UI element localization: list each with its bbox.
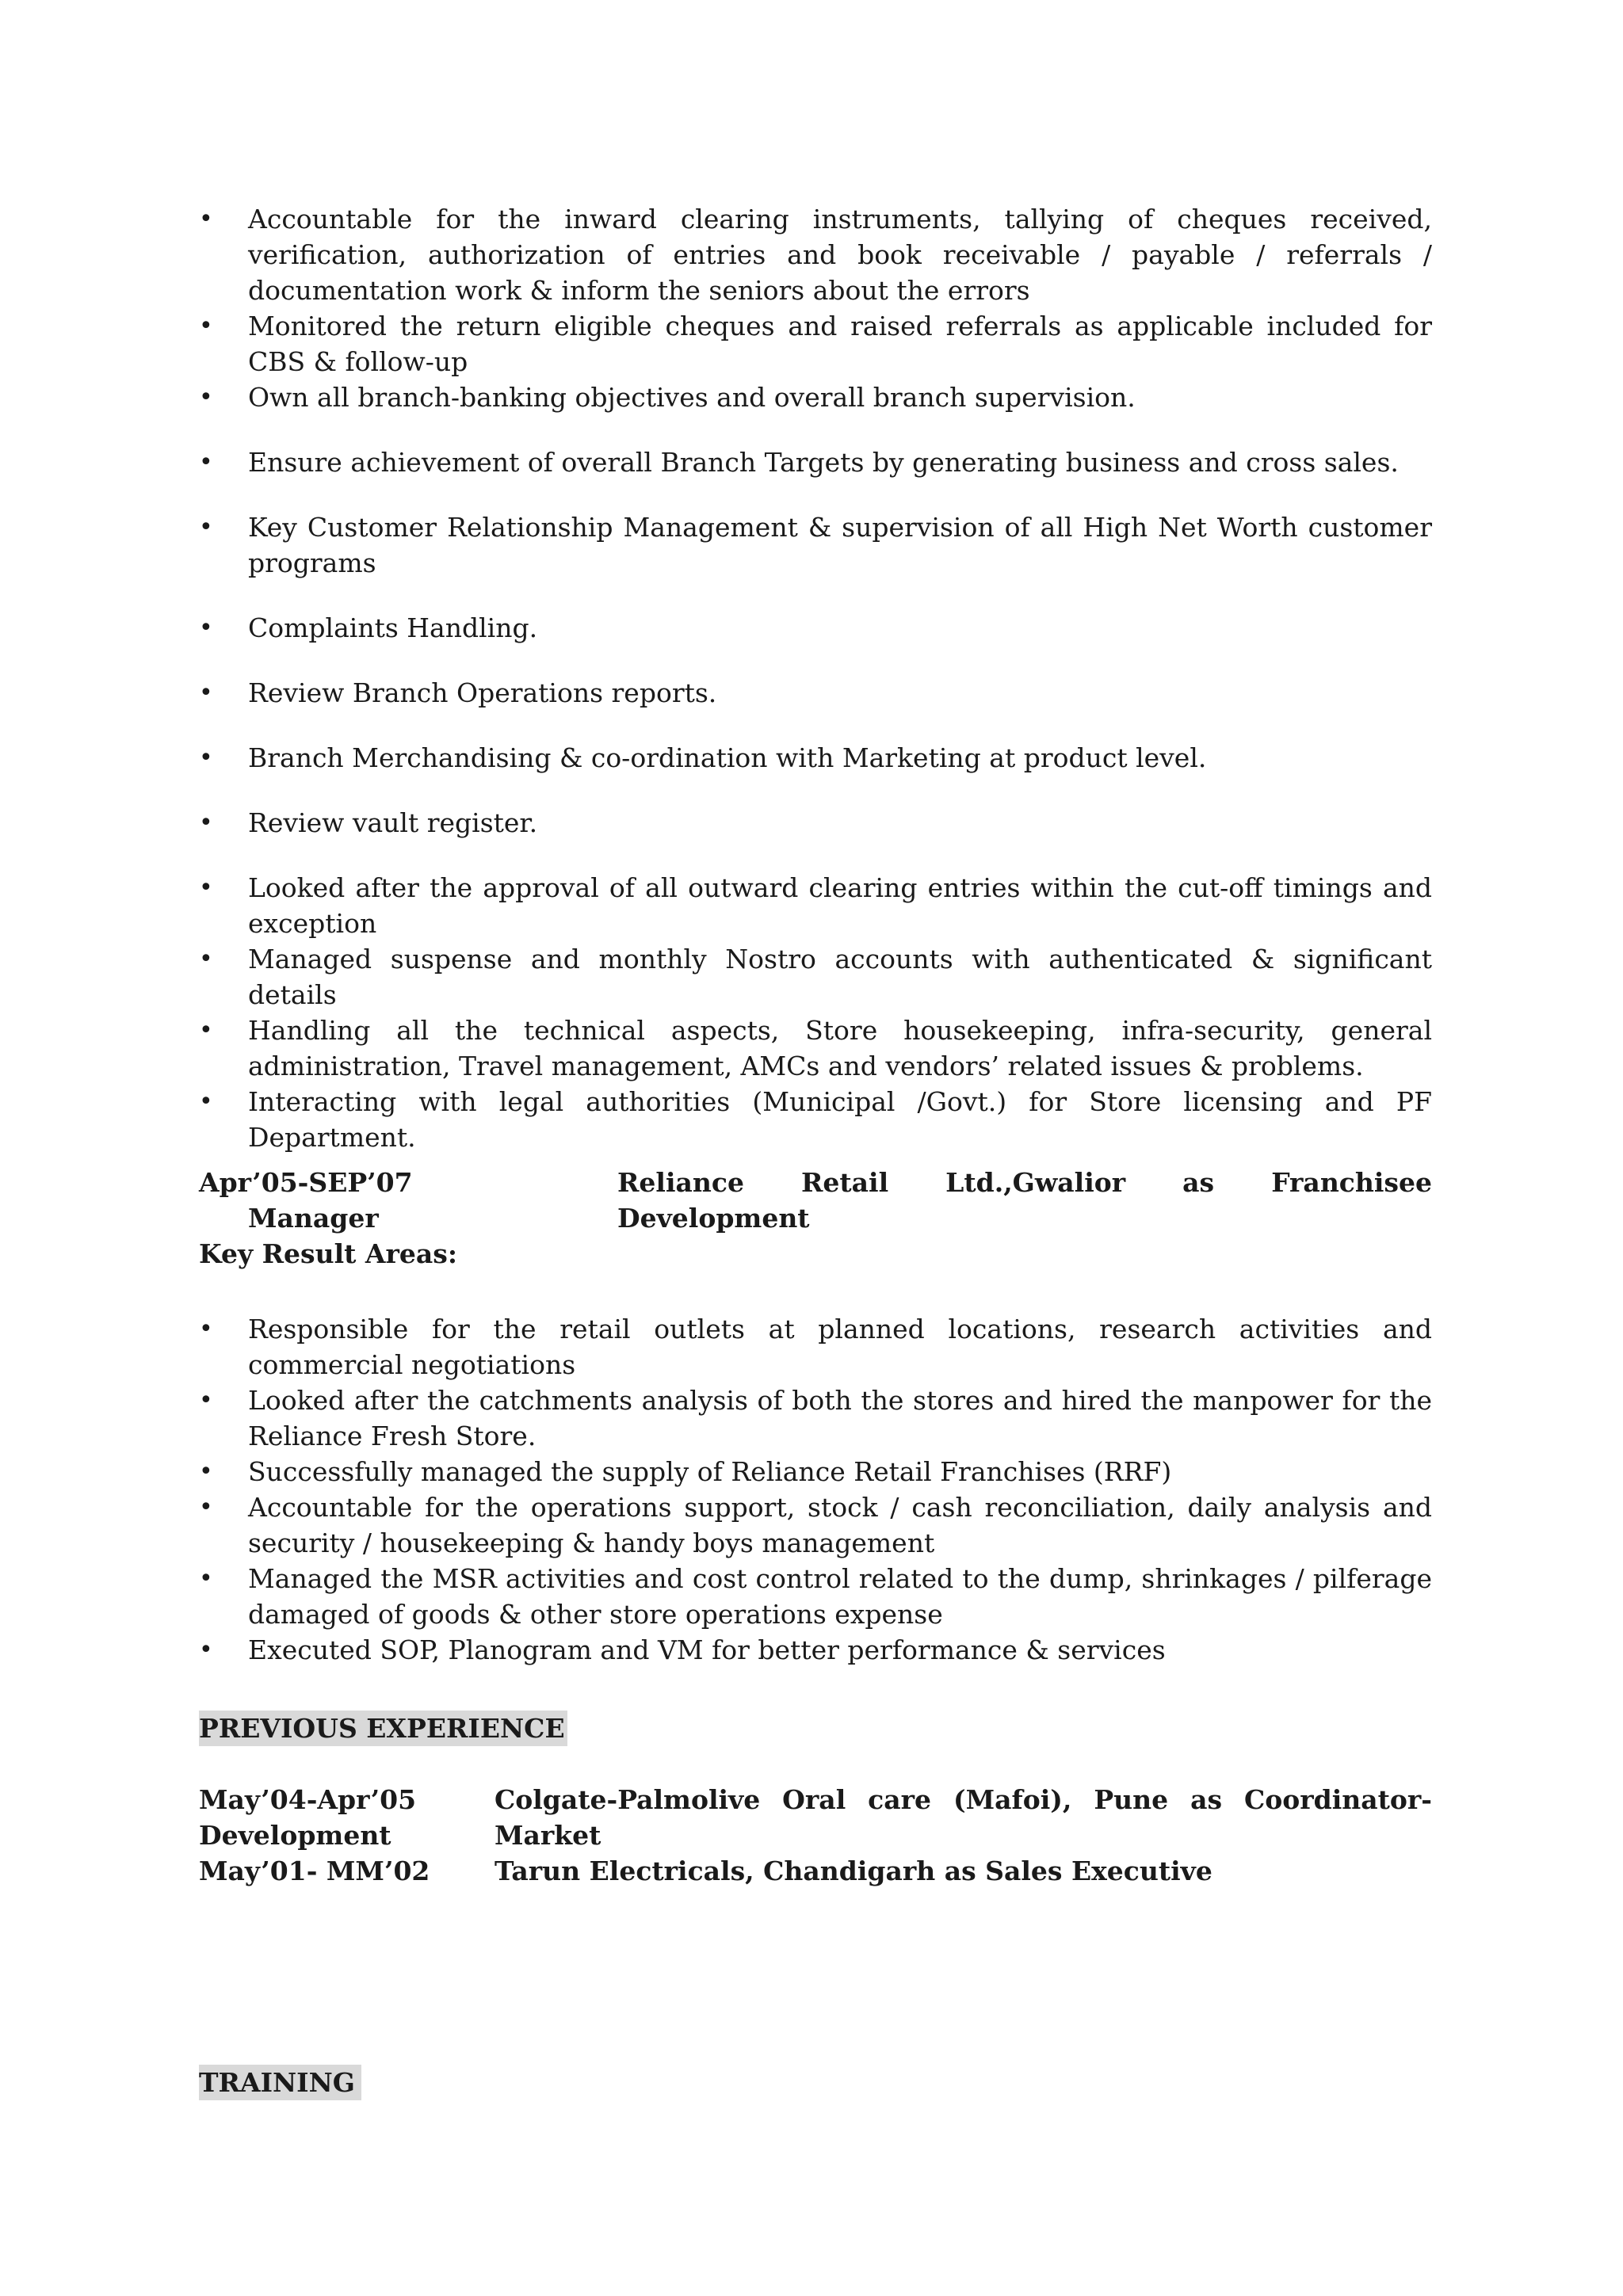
job-title: Reliance Retail Ltd.,Gwalior as Franchisee Development [617,1167,1432,1234]
list-item: • Accountable for the inward clearing instruments, tallying of cheques received, verification, authorization of entries and book receivable / payable / referrals / documentation work & inform the seniors about the errors [199,201,1432,308]
key-result-areas-label: Key Result Areas: [199,1238,458,1269]
entry-period: May’01- MM’02 [199,1855,430,1886]
list-item: • Interacting with legal authorities (Municipal /Govt.) for Store licensing and PF Department. [199,1084,1432,1155]
list-item: • Review Branch Operations reports. [199,675,1432,711]
list-item: • Own all branch-banking objectives and overall branch supervision. [199,379,1432,415]
job-title-continued: Manager [248,1203,379,1234]
kra-list [199,1311,1432,1668]
list-item: • Ensure achievement of overall Branch Targets by generating business and cross sales. [199,444,1432,480]
kra-list-block [199,1311,1432,1668]
list-item: • Monitored the return eligible cheques and raised referrals as applicable included for CBS & follow-up [199,308,1432,379]
list-item: • Looked after the approval of all outward clearing entries within the cut-off timings and exception [199,870,1432,941]
list-item: • Handling all the technical aspects, Store housekeeping, infra-security, general administration, Travel management, AMCs and vendors’ related issues & problems. [199,1013,1432,1084]
list-item: • Review vault register. [199,805,1432,841]
list-item: • Responsible for the retail outlets at planned locations, research activities and commercial negotiations [199,1311,1432,1383]
list-item: • Looked after the catchments analysis of both the stores and hired the manpower for the Reliance Fresh Store. [199,1383,1432,1454]
entry-title: Tarun Electricals, Chandigarh as Sales Executive [495,1855,1212,1886]
previous-experience-list [199,1782,1432,1889]
list-item: • Executed SOP, Planogram and VM for better performance & services [199,1632,1432,1668]
entry-period: May’04-Apr’05 [199,1784,417,1815]
responsibilities-list-block [199,201,1432,1155]
list-item: • Managed suspense and monthly Nostro accounts with authenticated & significant details [199,941,1432,1013]
list-item: • Successfully managed the supply of Reliance Retail Franchises (RRF) [199,1454,1432,1489]
list-item: • Key Customer Relationship Management & supervision of all High Net Worth customer programs [199,509,1432,581]
training-section [199,2065,1432,2100]
job-header-reliance [199,1165,1432,1272]
entry-title-continued: Development [199,1820,391,1851]
responsibilities-list [199,201,1432,1155]
job-period: Apr’05-SEP’07 [199,1167,413,1198]
entry-title: Colgate-Palmolive Oral care (Mafoi), Pune as Coordinator-Market [495,1784,1432,1851]
section-heading: PREVIOUS EXPERIENCE [199,1711,567,1746]
experience-entry [199,1853,1432,1889]
previous-experience-section [199,1711,1432,1746]
list-item: • Managed the MSR activities and cost control related to the dump, shrinkages / pilferage damaged of goods & other store operations expense [199,1561,1432,1632]
list-item: • Branch Merchandising & co-ordination with Marketing at product level. [199,740,1432,776]
list-item: • Accountable for the operations support, stock / cash reconciliation, daily analysis and security / housekeeping & handy boys management [199,1489,1432,1561]
section-heading: TRAINING [199,2065,361,2100]
list-item: • Complaints Handling. [199,610,1432,646]
